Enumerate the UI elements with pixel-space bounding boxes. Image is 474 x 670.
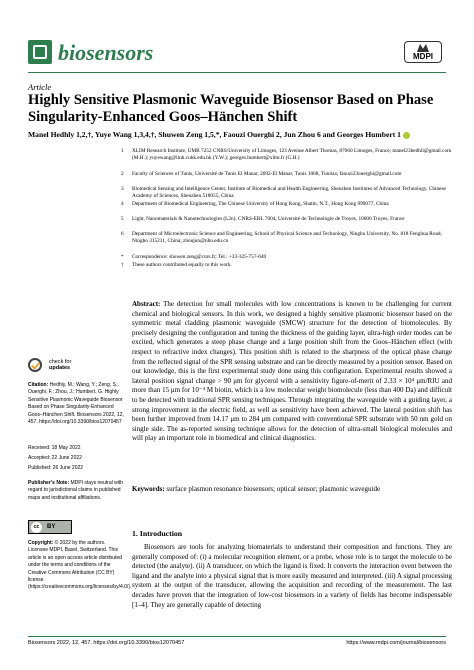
section-heading-introduction: 1. Introduction xyxy=(132,529,183,538)
article-title: Highly Sensitive Plasmonic Waveguide Biosensor Based on Phase Singularity-Enhanced Goos–Hänchen Shift xyxy=(28,92,434,125)
keywords xyxy=(132,485,452,495)
footer-divider xyxy=(28,636,446,637)
affiliation-1: 1 XLIM Research Institute, UMR 7252 CNRS/University of Limoges, 123 Avenue Albert Thomas, 87060 Limoges, France; manel23hedhli@gmail.com (M.H.); yuyewang@link.cuhk.edu.hk (Y.W.); georges.humbert@xlim.fr (G.H.) xyxy=(121,148,452,162)
affiliation-6: 6 Department of Microelectronic Science and Engineering, School of Physical Science and Technology, Ningbo University, No. 818 Fenghua Road, Ningbo 315211, China; zhoujun@nbu.edu.cn xyxy=(121,231,442,245)
affiliation-5: 5 Light, Nanomaterials & Nanotechnologies (L2n), CNRS-ERL 7004, Université de Technologie de Troyes, 10000 Troyes, France xyxy=(121,216,405,222)
keywords-text: surface plasmon resonance biosensors; optical sensor; plasmonic waveguide xyxy=(166,485,381,493)
header-divider xyxy=(28,72,446,73)
citation-block: Citation: Hedhly, M.; Wang, Y.; Zeng, S.; Ouerghi, F.; Zhou, J.; Humbert, G. Highly Sensitive Plasmonic Waveguide Biosensor Based on Phase Singularity-Enhanced Goos–Hänchen Shift. Biosensors 2022, 12, 457. https://doi.org/10.3390/bios12070457 xyxy=(28,382,124,426)
equal-contribution-note: † These authors contributed equally to this work. xyxy=(121,262,232,268)
abstract-label: Abstract: xyxy=(132,300,161,308)
journal-logo-icon xyxy=(28,40,52,64)
cc-by-license-icon[interactable]: cc BY xyxy=(28,520,72,534)
introduction-text: Biosensors are tools for analyzing biomaterials to understand their composition and functions. They are generally composed of: (i) a molecular recognition element, or a probe, whose role is to target the molecule to be detected (the analyte). (ii) A transducer, on which the ligand is fixed. It converts the interaction event between the ligand and the analyte into a physical signal that is more easily measured and interpreted. (iii) A signal processing system at the output of the transducer, allowing the acquisition and recording of the measurement. The last decades have proven that the integration of low-cost biosensors in a variety of fields has become indispensable [1–4]. They are generally capable of detecting xyxy=(132,543,452,609)
footer xyxy=(28,640,446,646)
abstract xyxy=(132,300,452,444)
keywords-label: Keywords: xyxy=(132,485,165,493)
abstract-text: The detection for small molecules with low concentrations is known to be challenging for current chemical and biological sensors. In this work, we designed a highly sensitive plasmonic biosensor based on the symmetric metal cladding plasmonic waveguide (SMCW) structure for the detection of biomolecules. By precisely designing the configuration and tuning the thickness of the guiding layer, ultra-high order modes can be excited, which generates a steep phase change and a large position shift from the Goos–Hänchen effect (with respect to refractive index changes). This position shift is related to the sharpness of the optical phase change from the reflected signal of the SPR sensing substrate and can be directly measured by a position sensor. Based on our knowledge, this is the first experimental study done using this configuration. Experimental results showed a lateral position signal change > 90 μm for glycerol with a sensitivity figure-of-merit of 2.33 × 10⁴ μm/RIU and more than 15 μm for 10⁻⁴ M biotin, which is a low molecular weight biomolecule (less than 400 Da) and difficult to be detected with traditional SPR sensing techniques. Through integrating the waveguide with a guiding layer, a strong improvement in the electric field, as well as sensitivity have been achieved. The lateral position shift has been further improved from 14.17 μm to 284 μm compared with conventional SPR substrate with 50 nm gold on single side. The as-reported sensing technique allows for the detection of ultra-small biological molecules and will play an important role in biomedical and clinical diagnostics. xyxy=(132,300,453,443)
author-list xyxy=(28,130,458,139)
publisher-logo[interactable]: MDPI xyxy=(404,41,442,63)
article-type: Article xyxy=(28,82,52,92)
affiliation-4: 4 Department of Biomedical Engineering, The Chinese University of Hong Kong, Shatin, N.T., Hong Kong 999077, China xyxy=(121,201,389,207)
check-updates-icon xyxy=(28,358,42,372)
journal-name[interactable]: biosensors xyxy=(58,40,154,65)
received-date: Received: 18 May 2022 xyxy=(28,445,81,451)
orcid-icon[interactable] xyxy=(403,132,410,139)
affiliation-2: 2 Faculty of Sciences of Tunis, Université de Tunis El Manar, 2092-El Manar, Tunis 1068, Tunisia; faouzi23ouerghi@gmail.com xyxy=(121,171,402,177)
footer-journal-link[interactable]: https://www.mdpi.com/journal/biosensors xyxy=(346,640,446,646)
footer-citation[interactable]: Biosensors 2022, 12, 457. https://doi.org/10.3390/bios12070457 xyxy=(28,640,185,646)
check-for-updates-badge[interactable]: check for updates xyxy=(28,356,71,374)
publisher-note: Publisher’s Note: MDPI stays neutral with regard to jurisdictional claims in published maps and institutional affiliations. xyxy=(28,480,124,501)
copyright-block: Copyright: © 2022 by the authors. Licensee MDPI, Basel, Switzerland. This article is an open access article distributed under the terms and conditions of the Creative Commons Attribution (CC BY) license (https://creativecommons.org/licenses/by/4.0/). xyxy=(28,540,132,591)
accepted-date: Accepted: 22 June 2022 xyxy=(28,455,82,461)
affiliation-3: 3 Biomedical Sensing and Intelligence Center, Institute of Biomedical and Health Engineering, Shenzhen Institutes of Advanced Technology, Chinese Academy of Sciences, Shenzhen 518055, China xyxy=(121,186,446,200)
published-date: Published: 26 June 2022 xyxy=(28,465,84,471)
author-names: Manel Hedhly 1,2,†, Yuye Wang 1,3,4,†, Shuwen Zeng 1,5,*, Faouzi Ouerghi 2, Jun Zhou 6 and Georges Humbert 1 xyxy=(28,130,401,139)
correspondence: * Correspondence: shuwen.zeng@cnrs.fr; Tel.: +33-325-757-640 xyxy=(121,254,267,260)
